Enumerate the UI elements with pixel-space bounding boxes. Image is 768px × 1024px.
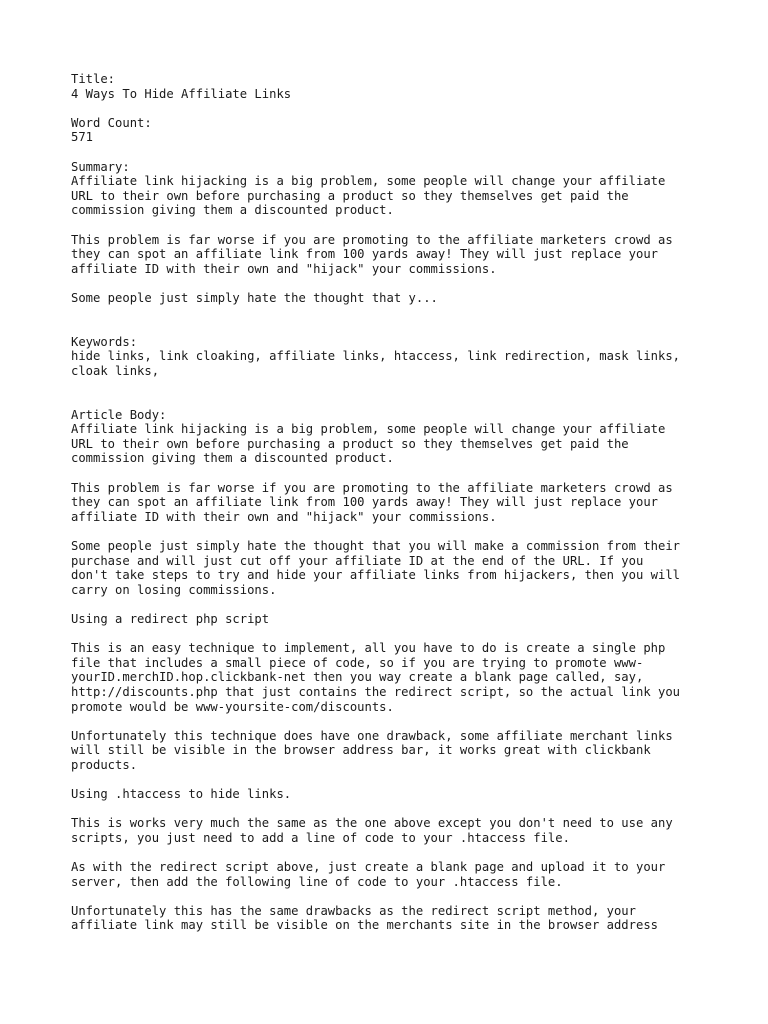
body-line: commission giving them a discounted product. [71,451,394,466]
body-line: This problem is far worse if you are promoting to the affiliate marketers crowd as [71,480,673,495]
body-line: This is works very much the same as the one above except you don't need to use any [71,816,673,831]
summary-truncated-line: Some people just simply hate the thought that y... [71,290,438,305]
body-line: Some people just simply hate the thought that you will make a commission from their [71,539,681,553]
summary-line: they can spot an affiliate link from 100 yards away! They will just replace your [71,247,658,262]
body-subheading: Using a redirect php script [71,611,270,626]
title-label: Title: [71,72,116,86]
body-line: affiliate ID with their own and "hijack" your commissions. [71,509,497,524]
summary-label: Summary: [71,159,130,174]
body-line: carry on losing commissions. [71,582,277,597]
summary-line: This problem is far worse if you are promoting to the affiliate marketers crowd as [71,232,673,247]
body-line: URL to their own before purchasing a product so they themselves get paid the [71,436,629,451]
summary-line: URL to their own before purchasing a product so they themselves get paid the [71,188,629,203]
body-line: promote would be www-yoursite-com/discounts. [71,699,394,714]
body-line: yourID.merchID.hop.clickbank-net then you way create a blank page called, say, [71,670,644,685]
word-count-value: 571 [71,130,94,145]
article-body-label: Article Body: [71,407,167,422]
body-line: This is an easy technique to implement, all you have to do is create a single php [71,641,666,656]
body-line: Unfortunately this has the same drawbacks as the redirect script method, your [71,903,636,918]
body-line: affiliate link may still be visible on the merchants site in the browser address [71,918,658,933]
body-line: they can spot an affiliate link from 100 yards away! They will just replace your [71,495,658,510]
body-line: server, then add the following line of code to your .htaccess file. [71,874,563,889]
body-line: will still be visible in the browser address bar, it works great with clickbank [71,743,651,758]
word-count-label: Word Count: [71,115,152,130]
keywords-line: cloak links, [71,363,160,378]
body-line: file that includes a small piece of code, so if you are trying to promote www- [71,655,644,670]
article-text [71,72,711,933]
body-line: purchase and will just cut off your affiliate ID at the end of the URL. If you [71,553,644,568]
body-line: Unfortunately this technique does have one drawback, some affiliate merchant links [71,728,673,743]
keywords-line: hide links, link cloaking, affiliate links, htaccess, link redirection, mask links, [71,349,681,364]
summary-line: commission giving them a discounted product. [71,203,394,218]
summary-line: Affiliate link hijacking is a big problem, some people will change your affiliate [71,174,666,189]
article-title: 4 Ways To Hide Affiliate Links [71,86,292,101]
body-line: Affiliate link hijacking is a big problem, some people will change your affiliate [71,422,666,437]
keywords-label: Keywords: [71,334,138,349]
body-subheading: Using .htaccess to hide links. [71,787,292,802]
body-line: http://discounts.php that just contains the redirect script, so the actual link you [71,684,681,699]
summary-line: affiliate ID with their own and "hijack" your commissions. [71,261,497,276]
body-line: scripts, you just need to add a line of code to your .htaccess file. [71,830,570,845]
body-line: As with the redirect script above, just create a blank page and upload it to your [71,860,666,875]
body-line: don't take steps to try and hide your affiliate links from hijackers, then you will [71,568,681,583]
body-line: products. [71,757,138,772]
